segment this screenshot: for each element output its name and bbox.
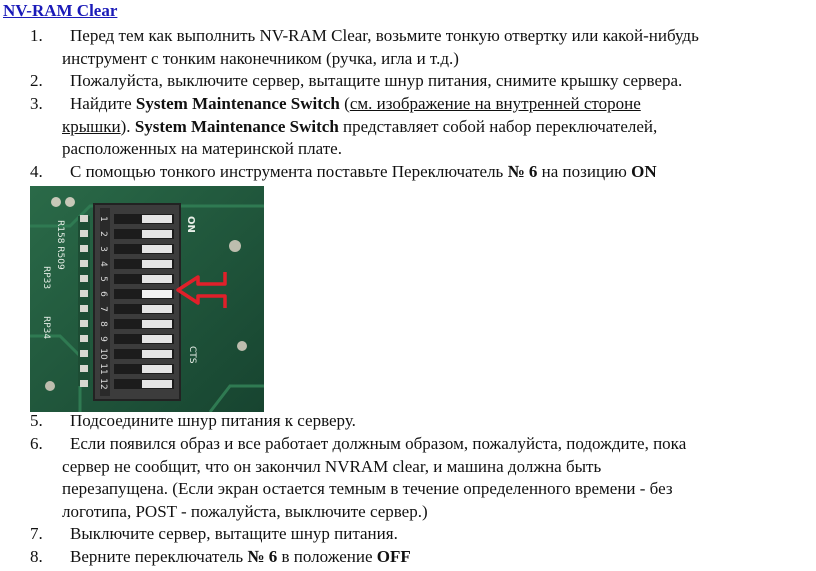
switch-lever (142, 230, 172, 238)
resistor (80, 380, 88, 387)
switch-number-label: 6 (98, 291, 108, 297)
resistor (80, 215, 88, 222)
silk-label-rp33: RP33 (41, 266, 51, 290)
resistor (80, 305, 88, 312)
resistor (80, 260, 88, 267)
silk-label-cts: CTS (187, 346, 197, 364)
silk-label-on: ON (185, 216, 196, 233)
resistor-column (78, 216, 90, 386)
switch-number-label: 3 (98, 246, 108, 252)
step-3-line-3: расположенных на материнской плате. (62, 139, 342, 158)
step-number: 3. (30, 94, 43, 113)
step-3-line-1: Найдите System Maintenance Switch (см. изображение на внутренней стороне (70, 94, 641, 113)
silk-label-r158: R158 R509 (55, 220, 65, 270)
resistor (80, 320, 88, 327)
switch-number-label: 7 (98, 306, 108, 312)
step-6-line-4: логотипа, POST - пожалуйста, выключите сервер.) (62, 501, 428, 521)
resistor (80, 350, 88, 357)
resistor (80, 230, 88, 237)
via (229, 240, 241, 252)
switch-lever (142, 350, 172, 358)
resistor (80, 275, 88, 282)
step-number: 7. (30, 524, 43, 543)
step-number: 8. (30, 547, 43, 566)
switch-lever (142, 305, 172, 313)
step-7-line-1: Выключите сервер, вытащите шнур питания. (70, 524, 398, 543)
step-8-line-1: Верните переключатель № 6 в положение OFF (70, 547, 411, 566)
resistor (80, 365, 88, 372)
step-6-line-1: Если появился образ и все работает должным образом, пожалуйста, подождите, пока (70, 434, 687, 453)
step-1-line-2: инструмент с тонким наконечником (ручка, игла и т.д.) (62, 48, 459, 68)
switch-lever (142, 275, 172, 283)
switch-lever (142, 365, 172, 373)
step-number: 1. (30, 26, 43, 45)
cover-reference: см. изображение на внутренней стороне (349, 94, 641, 113)
step-1-line-1: Перед тем как выполнить NV-RAM Clear, возьмите тонкую отвертку или какой-нибудь (70, 26, 699, 45)
switch-number-label: 5 (98, 276, 108, 282)
position-on: ON (631, 162, 657, 181)
step-3-line-2: крышки). System Maintenance Switch представляет собой набор переключателей, (62, 116, 658, 136)
switch-lever (142, 260, 172, 268)
switch-number-label: 8 (98, 321, 108, 327)
step-number: 2. (30, 71, 43, 90)
motherboard-image (30, 186, 264, 412)
position-off: OFF (376, 547, 411, 566)
switch-lever (142, 215, 172, 223)
via (65, 197, 75, 207)
switch-lever (142, 380, 172, 388)
switch-lever (142, 320, 172, 328)
switch-number-label: 12 (98, 378, 108, 390)
via (237, 341, 247, 351)
document-title: NV-RAM Clear (3, 1, 118, 20)
step-6-line-3: перезапущена. (Если экран остается темным в течение определенного времени - без (62, 479, 673, 498)
dip-switch-photo (30, 186, 264, 412)
step-number: 4. (30, 162, 43, 181)
switch-lever (142, 335, 172, 343)
switch-number: № 6 (507, 162, 538, 181)
switch-number-label: 9 (98, 336, 108, 342)
switch-number-label: 2 (98, 231, 108, 237)
switch-number-label: 1 (98, 216, 108, 222)
via (51, 197, 61, 207)
step-2-line-1: Пожалуйста, выключите сервер, вытащите шнур питания, снимите крышку сервера. (70, 71, 683, 90)
step-5-line-1: Подсоедините шнур питания к серверу. (70, 411, 356, 430)
via (45, 381, 55, 391)
switch-name: System Maintenance Switch (135, 94, 340, 113)
switch-number: № 6 (247, 547, 278, 566)
resistor (80, 335, 88, 342)
step-number: 6. (30, 434, 43, 453)
step-6-line-2: сервер не сообщит, что он закончил NVRAM clear, и машина должна быть (62, 456, 602, 476)
switch-lever (142, 245, 172, 253)
switch-number-label: 10 (98, 348, 108, 360)
switch-name: System Maintenance Switch (134, 116, 339, 136)
resistor (80, 245, 88, 252)
resistor (80, 290, 88, 297)
step-4-line-1: С помощью тонкого инструмента поставьте Переключатель № 6 на позицию ON (70, 162, 657, 181)
cover-reference-cont: крышки (62, 116, 121, 136)
step-number: 5. (30, 411, 43, 430)
switch-number-label: 4 (98, 261, 108, 267)
switch-number-label: 11 (98, 363, 108, 375)
silk-label-rp34: RP34 (41, 316, 51, 340)
switch-lever (142, 290, 172, 298)
